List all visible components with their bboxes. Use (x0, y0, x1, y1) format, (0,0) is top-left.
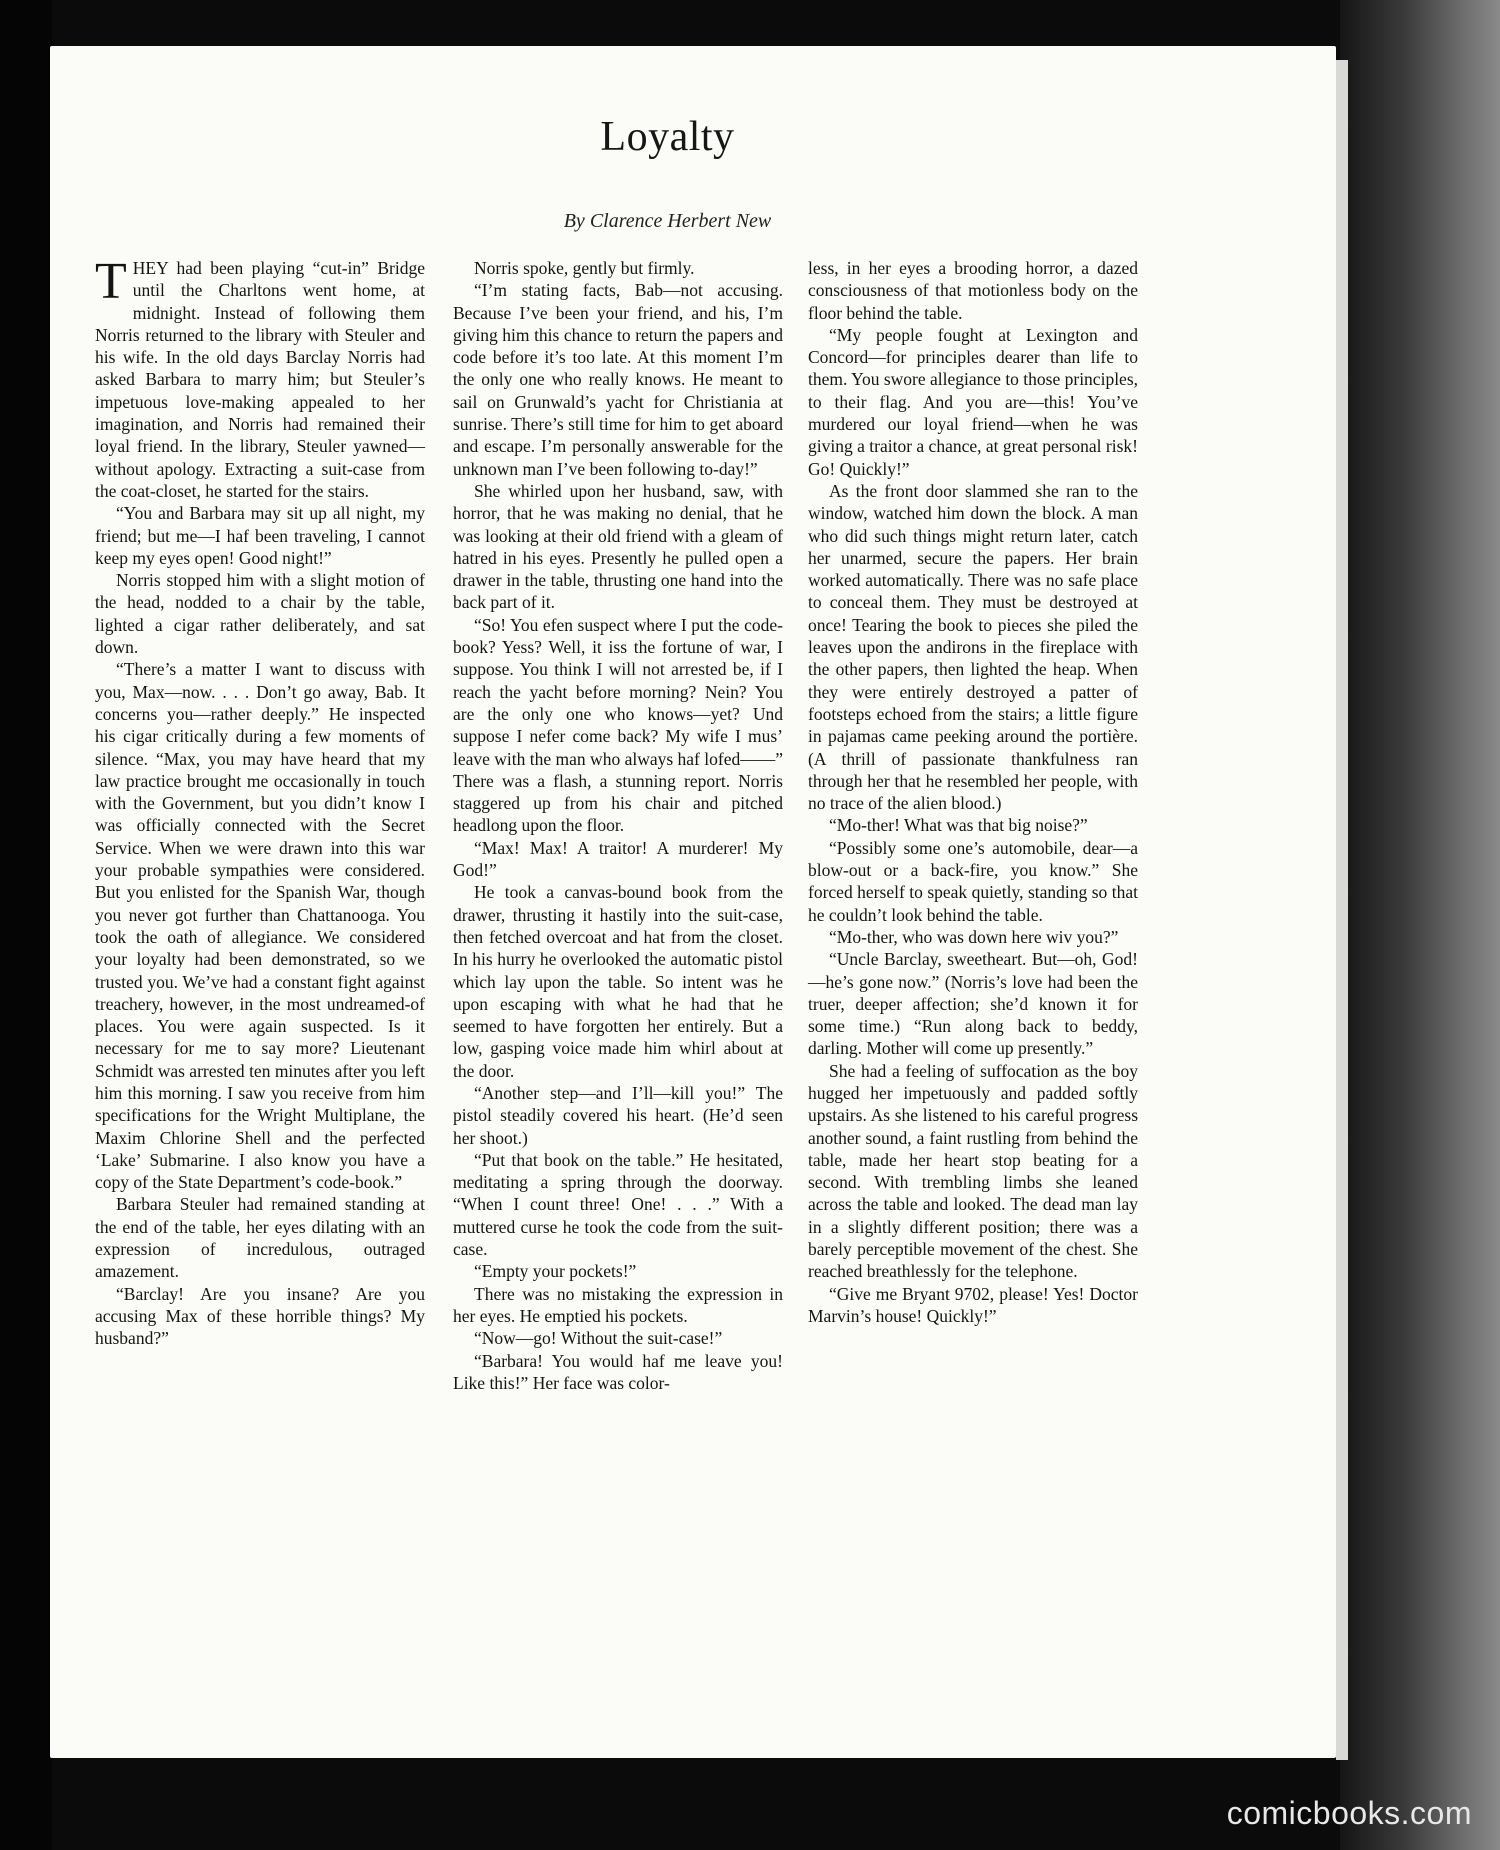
paragraph: “Another step—and I’ll—kill you!” The pistol steadily covered his heart. (He’d seen her shoot.) (453, 1082, 783, 1148)
paragraph: Norris stopped him with a slight motion of the head, nodded to a chair by the table, lighted a cigar rather deliberately, and sat down. (95, 570, 425, 658)
paragraph: “So! You efen suspect where I put the code-book? Yess? Well, it iss the fortune of war, I suppose. You think I will not arrested be, if I reach the yacht before morning? Nein? You are the only one who knows—yet? Und suppose I nefer come back? My wife I mus’ leave with the man who always haf lofed——” There was a flash, a stunning report. Norris staggered up from his chair and pitched headlong upon the floor. (453, 614, 783, 836)
paragraph: “Max! Max! A traitor! A murderer! My God!” (453, 837, 783, 881)
paragraph: “You and Barbara may sit up all night, my friend; but me—I haf been traveling, I cannot keep my eyes open! Good night!” (95, 503, 425, 568)
paragraph: She had a feeling of suffocation as the boy hugged her impetuously and padded softly upstairs. As she listened to his careful progress another sound, a faint rustling from behind the table, made her heart stop beating for a second. With trembling limbs she leaned across the table and looked. The dead man lay in a slightly different position; there was a barely perceptible movement of the chest. She reached breathlessly for the telephone. (808, 1060, 1138, 1282)
paragraph: “Mo-ther, who was down here wiv you?” (829, 926, 1119, 947)
paragraph: “Barclay! Are you insane? Are you accusing Max of these horrible things? My husband?” (95, 1283, 425, 1349)
paragraph: “I’m stating facts, Bab—not accusing. Because I’ve been your friend, and his, I’m giving him this chance to return the papers and code before it’s too late. At this moment I’m the only one who really knows. He meant to sail on Grunwald’s yacht for Christiania at sunrise. There’s still time for him to get aboard and escape. I’m personally answerable for the unknown man I’ve been following to-day!” (453, 280, 783, 479)
paragraph: He took a canvas-bound book from the drawer, thrusting it hastily into the suit-case, then fetched overcoat and hat from the closet. In his hurry he overlooked the automatic pistol which lay upon the table. So intent was he upon escaping with what he had that he seemed to have forgotten her entirely. But a low, gasping voice made him whirl about at the door. (453, 882, 783, 1081)
paragraph: “Barbara! You would haf me leave you! Like this!” Her face was color- (453, 1350, 783, 1393)
paragraph: “Give me Bryant 9702, please! Yes! Doctor Marvin’s house! Quickly!” (808, 1283, 1138, 1326)
paragraph: Barbara Steuler had remained standing at the end of the table, her eyes dilating with an expression of incredulous, outraged amazement. (95, 1194, 425, 1282)
story-byline: By Clarence Herbert New (563, 210, 772, 232)
watermark: comicbooks.com (1226, 1795, 1472, 1831)
paragraph: “Mo-ther! What was that big noise?” (829, 815, 1088, 836)
paragraph: “There’s a matter I want to discuss with you, Max—now. . . . Don’t go away, Bab. It concerns you—rather deeply.” He inspected his cigar critically during a few moments of silence. “Max, you may have heard that my law practice brought me occasionally in touch with the Government, but you didn’t know I was officially connected with the Secret Service. When we were drawn into this war your probable sympathies were considered. But you enlisted for the Spanish War, though you never got further than Chattanooga. You took the oath of allegiance. We considered your loyalty had been demonstrated, so we trusted you. We’ve had a constant fight against treachery, however, in the most undreamed-of places. You were again suspected. Is it necessary for me to say more? Lieutenant Schmidt was arrested ten minutes after you left him this morning. I saw you receive from him specifications for the Wright Multiplane, the Maxim Chlorine Shell and the perfected ‘Lake’ Submarine. I also know you have a copy of the State Department’s code-book.” (95, 659, 425, 1193)
story-title: Loyalty (600, 114, 735, 160)
scan-background-right (1340, 0, 1500, 1850)
text-column-1 (95, 253, 425, 1350)
paragraph: THEY had been playing “cut-in” Bridge until the Charltons went home, at midnight. Instead of following them Norris returned to the library with Steuler and his wife. In the old days Barclay Norris had asked Barbara to marry him; but Steuler’s impetuous love-making appealed to her imagination, and Norris had remained their loyal friend. In the library, Steuler yawned—without apology. Extracting a suit-case from the coat-closet, he started for the stairs. (95, 253, 425, 501)
paragraph: She whirled upon her husband, saw, with horror, that he was making no denial, that he was looking at their old friend with a gleam of hatred in his eyes. Presently he pulled open a drawer in the table, thrusting one hand into the back part of it. (453, 480, 783, 613)
paragraph: “My people fought at Lexington and Concord—for principles dearer than life to them. You swore allegiance to those principles, to their flag. And you are—this! You’ve murdered our loyal friend—when he was giving a traitor a chance, at great personal risk! Go! Quickly!” (808, 324, 1139, 479)
paragraph: “Now—go! Without the suit-case!” (474, 1328, 723, 1349)
paragraph: There was no mistaking the expression in her eyes. He emptied his pockets. (453, 1283, 783, 1326)
paragraph: “Uncle Barclay, sweetheart. But—oh, God!—he’s gone now.” (Norris’s love had been the truer, deeper affection; she’d known it for some time.) “Run along back to beddy, darling. Mother will come up presently.” (808, 949, 1138, 1059)
paragraph: less, in her eyes a brooding horror, a dazed consciousness of that motionless body on the floor behind the table. (808, 258, 1138, 323)
paragraph: “Put that book on the table.” He hesitated, meditating a spring through the doorway. “When I count three! One! . . .” With a muttered curse he took the code from the suit-case. (453, 1149, 783, 1260)
drop-cap: T (95, 253, 127, 310)
scan-background-left (0, 0, 52, 1850)
paragraph: Norris spoke, gently but firmly. (474, 258, 695, 278)
text-column-3 (808, 257, 1138, 1327)
page-edge (1336, 60, 1348, 1760)
paragraph: “Empty your pockets!” (474, 1261, 637, 1282)
paragraph: As the front door slammed she ran to the window, watched him down the block. A man who did such things might return later, catch her unarmed, secure the papers. Her brain worked automatically. There was no safe place to conceal them. They must be destroyed at once! Tearing the book to pieces she piled the leaves upon the andirons in the fireplace with the other papers, then lighted the heap. When they were entirely destroyed a patter of footsteps echoed from the stairs; a little figure in pajamas came peeking around the portière. (A thrill of passionate thankfulness ran through her that he resembled her people, with no trace of the alien blood.) (808, 480, 1138, 814)
text-column-2 (453, 257, 783, 1394)
paragraph: “Possibly some one’s automobile, dear—a blow-out or a back-fire, you know.” She forced herself to speak quietly, standing so that he couldn’t look behind the table. (808, 837, 1138, 925)
